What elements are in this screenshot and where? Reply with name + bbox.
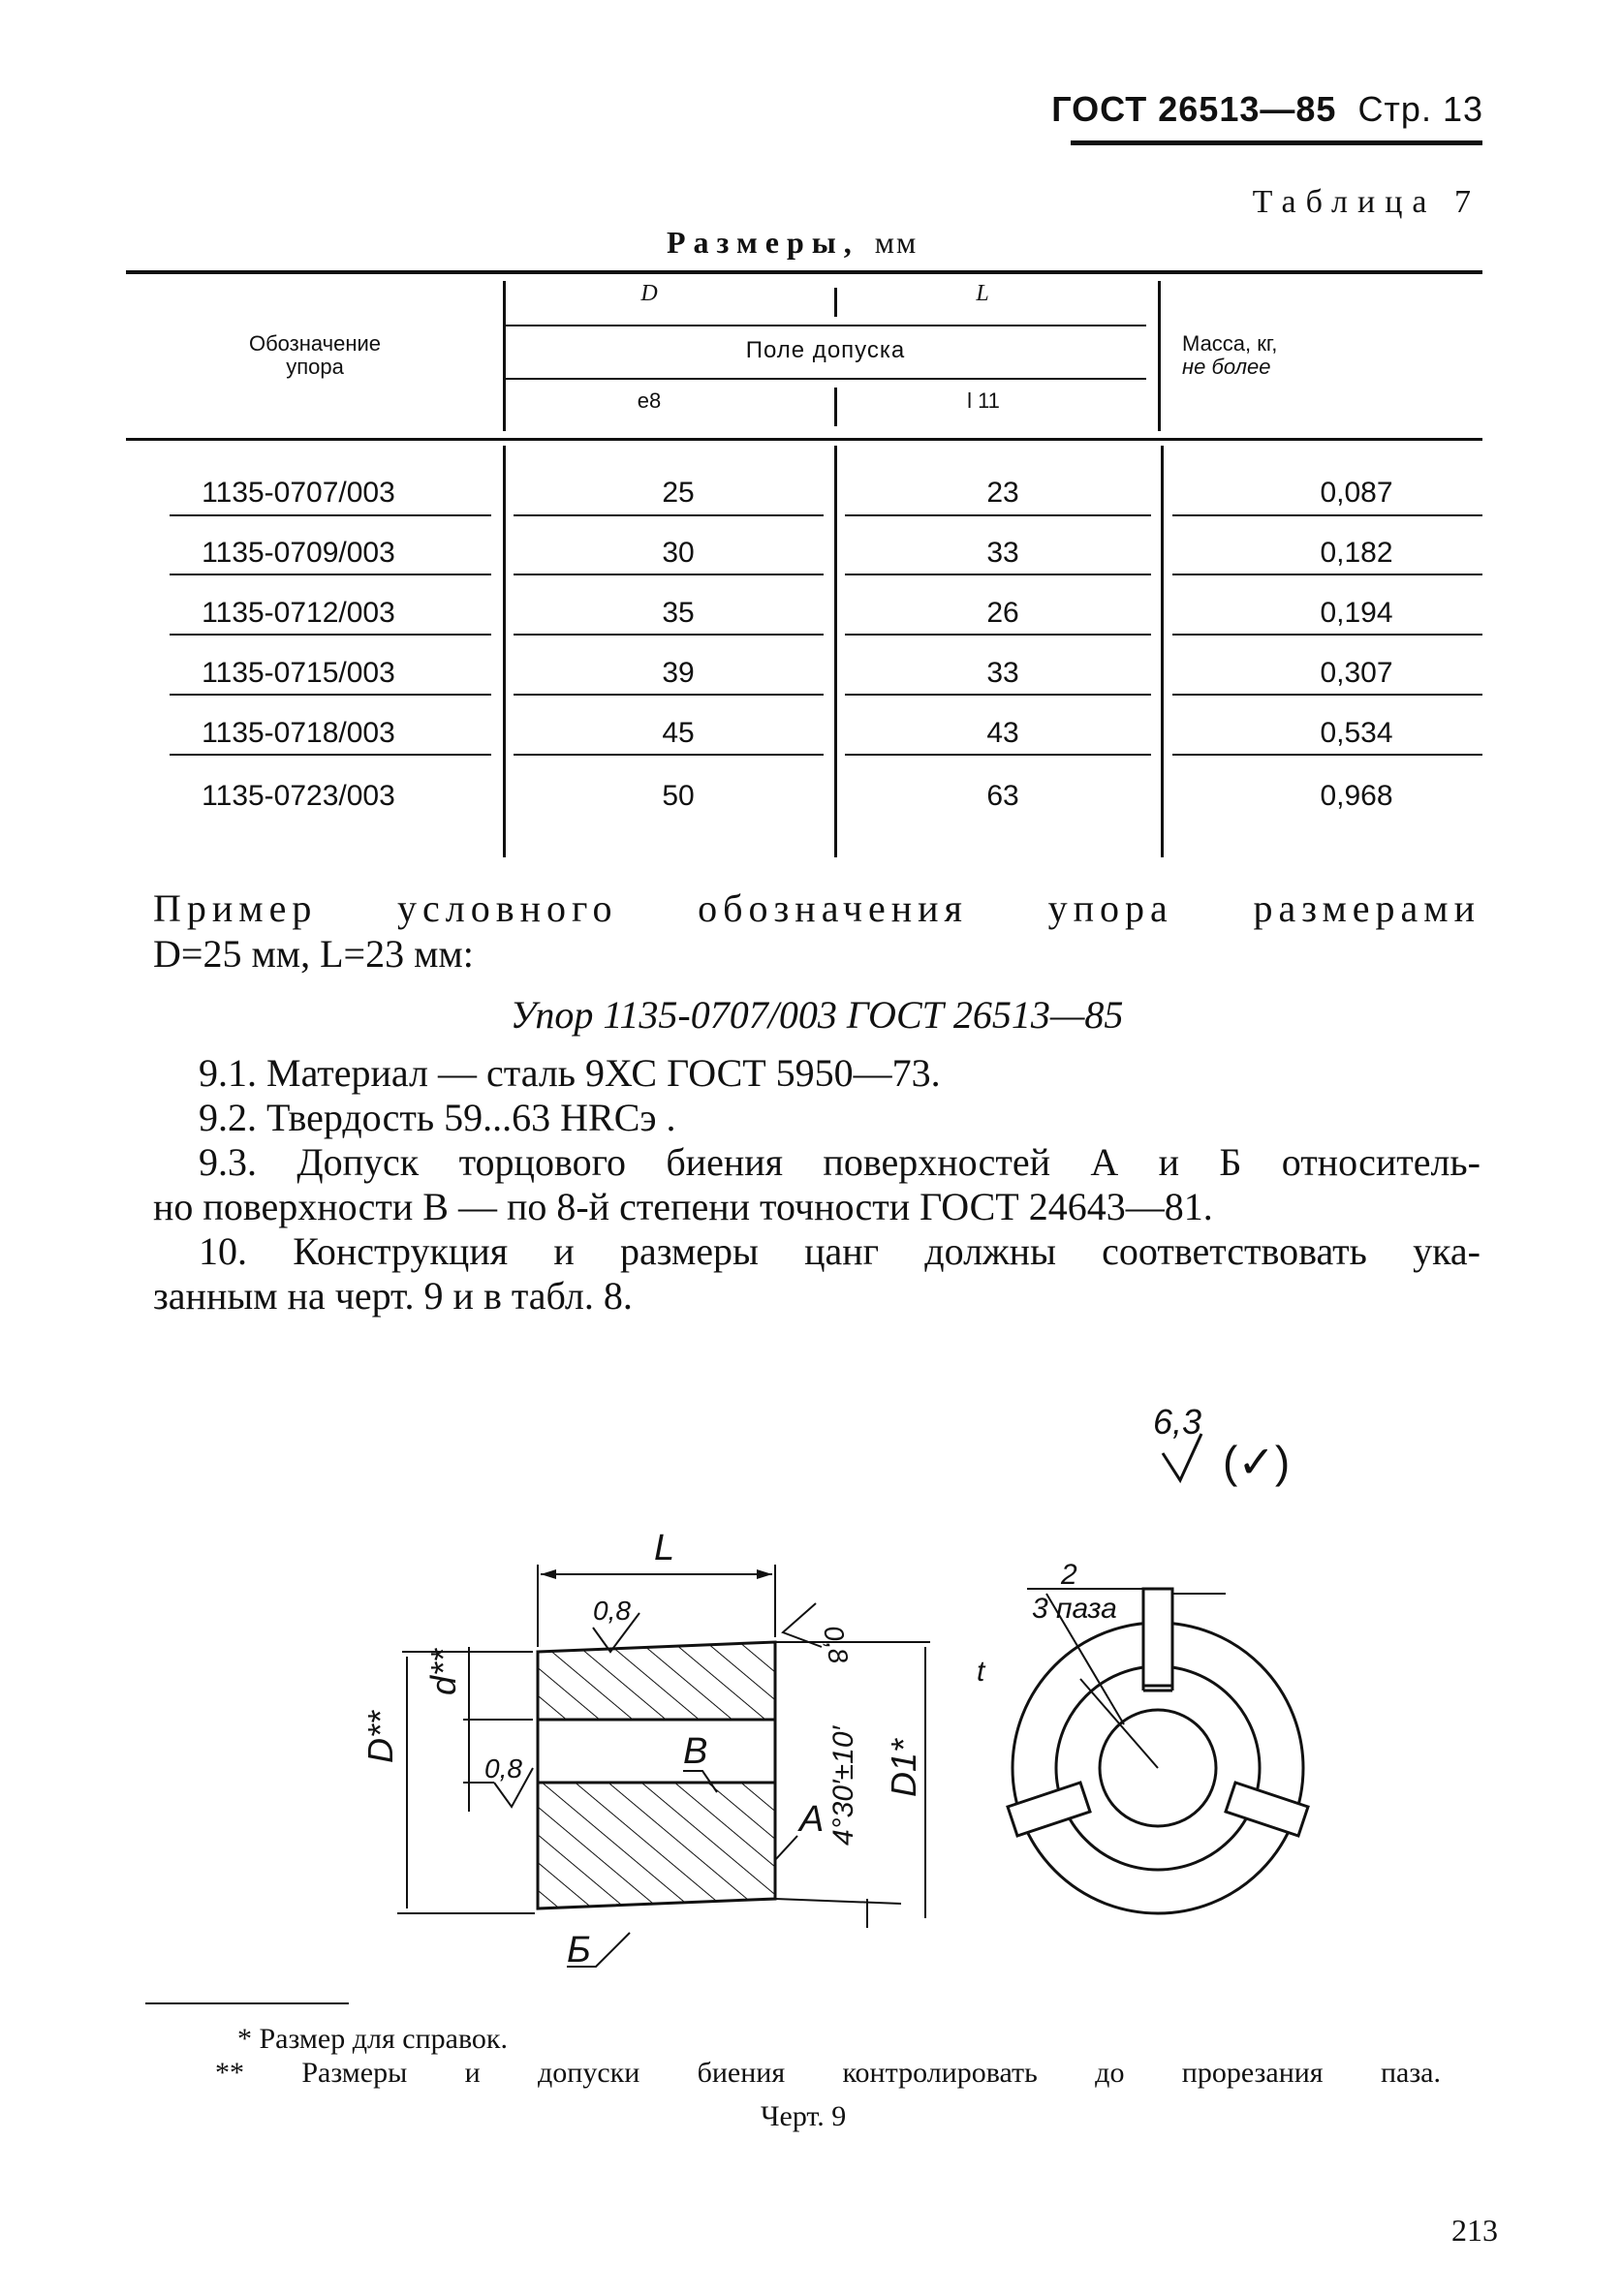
roughness-value: 6,3 bbox=[1153, 1402, 1202, 1442]
table-vline bbox=[1161, 446, 1164, 857]
col-designation-line2: упора bbox=[286, 355, 344, 379]
para-9-3-line2: но поверхности В — по 8-й степени точности ГОСТ 24643—81. bbox=[153, 1185, 1213, 1228]
para-10-line2: занным на черт. 9 и в табл. 8. bbox=[153, 1274, 633, 1318]
example-line2: D=25 мм, L=23 мм: bbox=[153, 932, 474, 976]
footnote-1: * Размер для справок. bbox=[237, 2023, 508, 2055]
cell-mass: 0,194 bbox=[1320, 597, 1393, 629]
col-mass-line2: не более bbox=[1182, 355, 1271, 379]
caption-word: Размеры, bbox=[667, 225, 859, 260]
cell-l: 23 bbox=[986, 477, 1019, 509]
col-l-header: L bbox=[976, 281, 989, 306]
slot-width-label: 2 bbox=[1061, 1559, 1077, 1591]
table-head-rule bbox=[126, 438, 1482, 441]
cell-l: 43 bbox=[986, 717, 1019, 749]
tolerance-field-header: Поле допуска bbox=[745, 337, 906, 363]
row-rule bbox=[1172, 574, 1482, 575]
slot-count-label: 3 паза bbox=[1032, 1593, 1117, 1625]
cell-d: 50 bbox=[662, 780, 695, 812]
row-rule bbox=[1172, 514, 1482, 516]
dim-label-D1: D1* bbox=[884, 1738, 923, 1797]
tol-d-header: е8 bbox=[637, 388, 662, 413]
roughness-paren: (✓) bbox=[1223, 1437, 1291, 1487]
cell-code: 1135-0718/003 bbox=[202, 717, 395, 749]
footnote-rule bbox=[145, 2002, 349, 2004]
designation-example: Упор 1135-0707/003 ГОСТ 26513—85 bbox=[510, 993, 1124, 1037]
row-rule bbox=[170, 694, 491, 696]
dim-label-d: d** bbox=[423, 1648, 463, 1695]
roughness-inner-label: 0,8 bbox=[484, 1753, 522, 1784]
cell-d: 45 bbox=[662, 717, 695, 749]
row-rule bbox=[170, 514, 491, 516]
example-line1: Пример условного обозначения упора размерами bbox=[153, 886, 1481, 930]
table-caption bbox=[667, 225, 918, 261]
para-9-1: 9.1. Материал — сталь 9ХС ГОСТ 5950—73. bbox=[199, 1051, 941, 1095]
cell-d: 35 bbox=[662, 597, 695, 629]
table-vline bbox=[834, 388, 837, 426]
row-rule bbox=[514, 694, 824, 696]
surface-label-A: А bbox=[799, 1799, 825, 1840]
row-rule bbox=[1172, 694, 1482, 696]
row-rule bbox=[845, 754, 1151, 756]
bushing-section bbox=[538, 1642, 775, 1908]
cell-d: 39 bbox=[662, 657, 695, 689]
page-label: Стр. 13 bbox=[1357, 89, 1483, 129]
cell-code: 1135-0715/003 bbox=[202, 657, 395, 689]
cell-l: 63 bbox=[986, 780, 1019, 812]
col-designation-line1: Обозначение bbox=[248, 331, 382, 356]
table-subhead-rule bbox=[505, 325, 1146, 326]
technical-drawing bbox=[0, 1356, 1621, 2015]
cell-code: 1135-0707/003 bbox=[202, 477, 395, 509]
cell-d: 30 bbox=[662, 537, 695, 569]
row-rule bbox=[1172, 634, 1482, 636]
collet-end-view bbox=[1008, 1589, 1308, 1913]
table-top-rule bbox=[126, 270, 1482, 274]
row-rule bbox=[170, 634, 491, 636]
row-rule bbox=[514, 634, 824, 636]
row-rule bbox=[845, 694, 1151, 696]
row-rule bbox=[514, 574, 824, 575]
row-rule bbox=[845, 574, 1151, 575]
cell-code: 1135-0709/003 bbox=[202, 537, 395, 569]
cell-l: 33 bbox=[986, 657, 1019, 689]
cell-l: 33 bbox=[986, 537, 1019, 569]
angle-label: 4°30′±10′ bbox=[827, 1725, 859, 1846]
row-rule bbox=[514, 754, 824, 756]
para-9-2: 9.2. Твердость 59...63 HRCэ . bbox=[199, 1096, 676, 1139]
cell-mass: 0,087 bbox=[1320, 477, 1393, 509]
table-vline bbox=[834, 288, 837, 317]
row-rule bbox=[845, 514, 1151, 516]
depth-label-t: t bbox=[977, 1656, 985, 1688]
table-vline bbox=[1158, 281, 1161, 431]
surface-label-B: Б bbox=[567, 1930, 591, 1970]
col-designation-header bbox=[194, 332, 436, 379]
col-mass-line1: Масса, кг, bbox=[1182, 331, 1278, 356]
dim-label-L: L bbox=[654, 1528, 675, 1568]
caption-unit: мм bbox=[874, 225, 919, 260]
cell-mass: 0,534 bbox=[1320, 717, 1393, 749]
col-mass-header bbox=[1182, 332, 1356, 379]
table-vline bbox=[503, 446, 506, 857]
header-rule bbox=[1071, 140, 1482, 145]
row-rule bbox=[1172, 754, 1482, 756]
table-subhead-rule bbox=[505, 378, 1146, 380]
page-header bbox=[1051, 89, 1483, 130]
row-rule bbox=[170, 574, 491, 575]
cell-l: 26 bbox=[986, 597, 1019, 629]
figure-caption: Черт. 9 bbox=[761, 2100, 847, 2132]
table-title: Таблица 7 bbox=[1252, 184, 1481, 220]
tol-l-header: l 11 bbox=[967, 388, 1000, 413]
para-10-line1: 10. Конструкция и размеры цанг должны соответствовать ука- bbox=[199, 1229, 1481, 1273]
row-rule bbox=[845, 634, 1151, 636]
table-vline bbox=[834, 446, 837, 857]
roughness-top-label: 0,8 bbox=[593, 1596, 631, 1626]
footnote-2: ** Размеры и допуски биения контролировать до прорезания паза. bbox=[215, 2057, 1441, 2089]
para-9-3-line1: 9.3. Допуск торцового биения поверхностей А и Б относитель- bbox=[199, 1140, 1481, 1184]
row-rule bbox=[170, 754, 491, 756]
cell-code: 1135-0723/003 bbox=[202, 780, 395, 812]
col-d-header: D bbox=[640, 281, 658, 306]
standard-number: ГОСТ 26513—85 bbox=[1051, 89, 1337, 129]
cell-mass: 0,307 bbox=[1320, 657, 1393, 689]
cell-d: 25 bbox=[662, 477, 695, 509]
row-rule bbox=[514, 514, 824, 516]
cell-code: 1135-0712/003 bbox=[202, 597, 395, 629]
page-number: 213 bbox=[1451, 2213, 1498, 2248]
dim-label-D: D** bbox=[360, 1710, 400, 1763]
cell-mass: 0,182 bbox=[1320, 537, 1393, 569]
cell-mass: 0,968 bbox=[1320, 780, 1393, 812]
roughness-right-label: 0,8 bbox=[818, 1623, 855, 1666]
surface-label-V: В bbox=[683, 1731, 708, 1772]
